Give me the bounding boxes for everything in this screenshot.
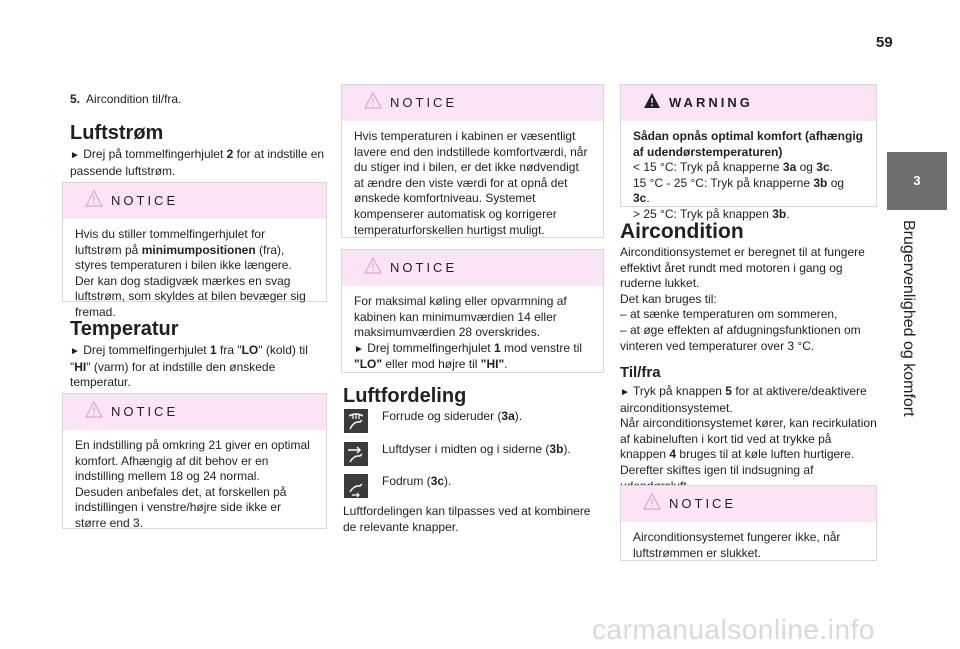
text: " (varm) for at indstille den ønskede temperatur. xyxy=(70,359,276,390)
warning-body xyxy=(621,121,876,231)
heading-aircondition: Aircondition xyxy=(620,220,744,243)
text-bold: minimumpositionen xyxy=(141,242,256,257)
warning-lead: Sådan opnås optimal komfort (afhængig af udendørstemperaturen) xyxy=(633,129,864,159)
text-bold: 3a xyxy=(782,160,797,175)
text: Når airconditionsystemet kører, kan recirkulation af kabineluften i kort tid ved at trykke på knappen xyxy=(620,416,877,462)
text-bold: 1 xyxy=(493,340,501,355)
notice-box-temperatur xyxy=(62,393,327,529)
text: Drej tommelfingerhjulet xyxy=(363,340,494,355)
windscreen-airflow-icon xyxy=(344,409,368,433)
item-number: 5. xyxy=(70,92,81,106)
text: " (kold) til " xyxy=(70,343,308,374)
text-bold: 1 xyxy=(209,343,217,357)
warning-triangle-icon xyxy=(364,92,382,109)
page-number: 59 xyxy=(876,34,893,51)
chapter-title-text: Brugervenlighed og komfort xyxy=(900,220,917,417)
list-item: – at øge effekten af afdugningsfunktionen om vinteren ved temperaturer over 3 °C. xyxy=(620,322,861,353)
item-text: Aircondition til/fra. xyxy=(86,92,182,106)
text: . xyxy=(646,191,650,206)
notice-header xyxy=(63,183,326,219)
face-vents-airflow-icon xyxy=(344,442,368,466)
warning-line-2 xyxy=(633,176,864,207)
text: for at aktivere/deaktivere airconditionsystemet. xyxy=(620,384,867,415)
text: og xyxy=(796,160,817,175)
notice-body xyxy=(342,286,603,381)
luftfordeling-item-3 xyxy=(382,474,602,490)
notice-header xyxy=(342,250,603,286)
notice-box-maks xyxy=(341,249,604,373)
notice-instruction xyxy=(354,341,591,373)
warning-title: WARNING xyxy=(669,95,753,110)
warning-triangle-icon xyxy=(85,401,103,418)
text-bold: 5 xyxy=(725,384,732,398)
notice-title: NOTICE xyxy=(390,260,458,275)
text: Desuden anbefales det, at forskellen på indstillingen i venstre/højre side ikke er større end 3. xyxy=(75,484,287,530)
text: > 25 °C: Tryk på knappen xyxy=(633,206,773,221)
chapter-title xyxy=(887,212,947,432)
chapter-tab[interactable]: 3 xyxy=(887,152,947,210)
list-item: – at sænke temperaturen om sommeren, xyxy=(620,307,838,322)
notice-header xyxy=(621,486,876,522)
text: . xyxy=(786,206,790,221)
text-bold: 4 xyxy=(669,447,677,462)
text: ). xyxy=(563,442,571,456)
bullet-arrow-icon: ► xyxy=(70,150,80,161)
text: Fodrum ( xyxy=(382,474,431,488)
notice-title: NOTICE xyxy=(111,404,179,419)
notice-box-luftstrom xyxy=(62,182,327,319)
notice-header xyxy=(342,85,603,121)
warning-header xyxy=(621,85,876,121)
text: mod venstre til xyxy=(500,340,583,355)
item-5 xyxy=(70,92,325,108)
text-bold: "HI" xyxy=(480,357,505,372)
text: Forrude og sideruder ( xyxy=(382,409,502,423)
text: ). xyxy=(444,474,452,488)
notice-box-kabine xyxy=(341,84,604,238)
text: for at indstille en passende luftstrøm. xyxy=(70,147,325,178)
heading-luftfordeling: Luftfordeling xyxy=(343,385,467,407)
warning-triangle-icon xyxy=(85,190,103,207)
text: Hvis du stiller tommelfingerhjulet for luftstrøm på xyxy=(75,227,266,257)
text-bold: 3b xyxy=(549,442,564,456)
text-bold: 3b xyxy=(772,206,787,221)
text: Drej tommelfingerhjulet xyxy=(83,343,210,357)
text: (fra), styres temperaturen i bilen ikke længere. Der kan dog stadigvæk mærkes en svag luftstrøm, som skyldes at bilen bevæger sig fremad. xyxy=(75,242,306,319)
text-bold: 3c xyxy=(430,474,445,488)
heading-temperatur: Temperatur xyxy=(70,318,179,340)
text: Luftdyser i midten og i siderne ( xyxy=(382,442,550,456)
text: Det kan bruges til: xyxy=(620,291,717,306)
text: Airconditionsystemet er beregnet til at fungere effektivt året rundt med motoren i gang og ruderne lukket. xyxy=(620,245,865,291)
watermark: carmanualsonline.info xyxy=(592,614,875,645)
warning-triangle-icon xyxy=(643,493,661,510)
warning-box xyxy=(620,84,877,221)
temperatur-paragraph xyxy=(70,343,328,391)
text: fra " xyxy=(216,343,242,357)
text: og xyxy=(827,175,845,190)
luftstrom-paragraph xyxy=(70,147,328,179)
tilfra-paragraph xyxy=(620,384,880,494)
notice-box-aircondition xyxy=(620,485,877,561)
text: En indstilling på omkring 21 giver en optimal komfort. Afhængig af dit behov er en indstilling mellem 18 og 24 normal. xyxy=(75,438,310,484)
text: eller mod højre til xyxy=(382,357,481,372)
tilfra-instruction xyxy=(620,384,880,416)
text: < 15 °C: Tryk på knapperne xyxy=(633,160,783,175)
footwell-airflow-icon xyxy=(344,474,368,498)
notice-body: Hvis temperaturen i kabinen er væsentligt lavere end den indstillede komfortværdi, når du stiger ind i bilen, er det ikke nødvendigt at ændre den viste værdi for at opnå det ønskede komfortniveau. Systemet kompenserer automatisk og korrigerer temperaturforskellen hurtigst muligt. xyxy=(354,129,588,237)
luftfordeling-footer: Luftfordelingen kan tilpasses ved at kombinere de relevante knapper. xyxy=(343,504,591,534)
text: ). xyxy=(514,409,523,423)
warning-triangle-icon xyxy=(643,92,661,109)
text: Tryk på knappen xyxy=(629,384,726,398)
text-bold: 3c xyxy=(633,191,647,206)
text: For maksimal køling eller opvarmning af kabinen kan minimumværdien 14 eller maksimumværdien 28 overskrides. xyxy=(354,294,567,340)
text: Drej på tommelfingerhjulet xyxy=(83,147,227,161)
notice-title: NOTICE xyxy=(390,95,458,110)
luftfordeling-item-1 xyxy=(382,409,602,425)
warning-line-1 xyxy=(633,160,864,176)
notice-body xyxy=(63,430,326,540)
notice-body xyxy=(63,219,326,329)
text-bold: "LO" xyxy=(354,357,383,372)
text-bold: 3b xyxy=(813,175,828,190)
text: . xyxy=(829,160,833,175)
text: . xyxy=(504,357,508,372)
text: 15 °C - 25 °C: Tryk på knapperne xyxy=(633,175,814,190)
notice-body: Airconditionsystemet fungerer ikke, når luftstrømmen er slukket. xyxy=(633,530,841,560)
notice-title: NOTICE xyxy=(111,193,179,208)
heading-tilfra: Til/fra xyxy=(620,364,661,381)
notice-title: NOTICE xyxy=(669,496,737,511)
bullet-arrow-icon: ► xyxy=(70,346,80,357)
text-bold: LO xyxy=(241,343,259,357)
notice-header xyxy=(63,394,326,430)
tilfra-recirculation xyxy=(620,416,880,494)
text-bold: 3c xyxy=(816,160,830,175)
text-bold: 3a xyxy=(501,409,515,423)
aircondition-paragraph xyxy=(620,245,878,354)
luftfordeling-item-2 xyxy=(382,442,602,458)
warning-triangle-icon xyxy=(364,257,382,274)
bullet-arrow-icon: ► xyxy=(354,343,364,355)
text-bold: HI xyxy=(74,359,87,374)
text-bold: 2 xyxy=(226,147,234,161)
bullet-arrow-icon: ► xyxy=(620,387,630,398)
heading-luftstrom: Luftstrøm xyxy=(70,122,164,144)
text: bruges til at køle luften hurtigere. Derefter skiftes igen til indsugning af xyxy=(620,447,855,477)
